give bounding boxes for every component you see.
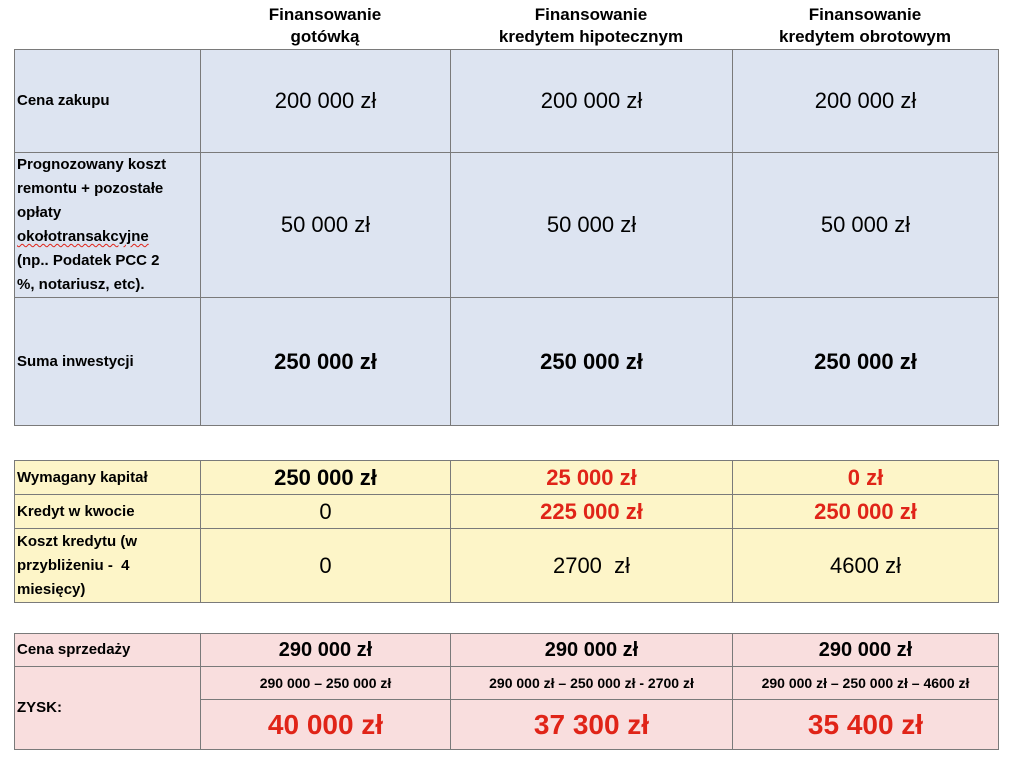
sale-price-mortgage: 290 000 zł xyxy=(451,634,733,667)
row-label: Cena zakupu xyxy=(15,50,201,153)
label-line: przybliżeniu - 4 xyxy=(17,556,130,574)
loan-working: 250 000 zł xyxy=(733,495,999,529)
label-line: remontu + pozostałe xyxy=(17,180,164,197)
label-line: Koszt kredytu (w xyxy=(17,532,138,550)
capital-mortgage: 25 000 zł xyxy=(451,461,733,495)
column-header-line1: Finansowanie xyxy=(268,5,382,24)
row-label: ZYSK: xyxy=(15,667,201,750)
sum-cash: 250 000 zł xyxy=(201,298,451,426)
capital-cash: 250 000 zł xyxy=(201,461,451,495)
loan-mortgage: 225 000 zł xyxy=(451,495,733,529)
table-row xyxy=(15,634,999,667)
profit-calc-mortgage: 290 000 zł – 250 000 zł - 2700 zł xyxy=(451,667,733,700)
sum-mortgage: 250 000 zł xyxy=(451,298,733,426)
cost-cash: 50 000 zł xyxy=(201,153,451,298)
label-line: Prognozowany koszt xyxy=(17,156,167,173)
price-mortgage: 200 000 zł xyxy=(451,50,733,153)
table-row xyxy=(15,495,999,529)
capital-working: 0 zł xyxy=(733,461,999,495)
cost-working: 50 000 zł xyxy=(733,153,999,298)
table-row xyxy=(15,298,999,426)
sale-table xyxy=(14,633,999,750)
price-cash: 200 000 zł xyxy=(201,50,451,153)
label-line: opłaty xyxy=(17,204,62,221)
row-label: Wymagany kapitał xyxy=(15,461,201,495)
row-label: Cena sprzedaży xyxy=(15,634,201,667)
sale-price-cash: 290 000 zł xyxy=(201,634,451,667)
column-header-cash xyxy=(200,4,450,48)
spellcheck-word: okołotransakcyjne xyxy=(17,228,149,245)
profit-mortgage: 37 300 zł xyxy=(451,700,733,750)
loan-cost-cash: 0 xyxy=(201,529,451,603)
price-working: 200 000 zł xyxy=(733,50,999,153)
sum-working: 250 000 zł xyxy=(733,298,999,426)
table-row xyxy=(15,667,999,700)
loan-cash: 0 xyxy=(201,495,451,529)
column-header-line1: Finansowanie xyxy=(534,5,648,24)
column-header-line2: gotówką xyxy=(290,27,360,46)
label-line: %, notariusz, etc). xyxy=(17,276,145,293)
financing-table xyxy=(14,460,999,603)
investment-table xyxy=(14,49,999,426)
row-label xyxy=(15,153,201,298)
row-label xyxy=(15,529,201,603)
profit-cash: 40 000 zł xyxy=(201,700,451,750)
label-line: miesięcy) xyxy=(17,580,86,598)
sale-price-working: 290 000 zł xyxy=(733,634,999,667)
column-header-line1: Finansowanie xyxy=(808,5,922,24)
column-header-mortgage xyxy=(450,4,732,48)
column-header-line2: kredytem hipotecznym xyxy=(498,27,684,46)
cost-mortgage: 50 000 zł xyxy=(451,153,733,298)
profit-working: 35 400 zł xyxy=(733,700,999,750)
column-header-line2: kredytem obrotowym xyxy=(779,27,951,46)
table-row xyxy=(15,529,999,603)
loan-cost-working: 4600 zł xyxy=(733,529,999,603)
profit-calc-cash: 290 000 – 250 000 zł xyxy=(201,667,451,700)
table-row xyxy=(15,153,999,298)
table-row xyxy=(15,461,999,495)
profit-calc-working: 290 000 zł – 250 000 zł – 4600 zł xyxy=(733,667,999,700)
loan-cost-mortgage: 2700 zł xyxy=(451,529,733,603)
column-header-working-capital xyxy=(732,4,998,48)
label-line: (np.. Podatek PCC 2 xyxy=(17,252,160,269)
table-row xyxy=(15,50,999,153)
row-label: Kredyt w kwocie xyxy=(15,495,201,529)
row-label: Suma inwestycji xyxy=(15,298,201,426)
